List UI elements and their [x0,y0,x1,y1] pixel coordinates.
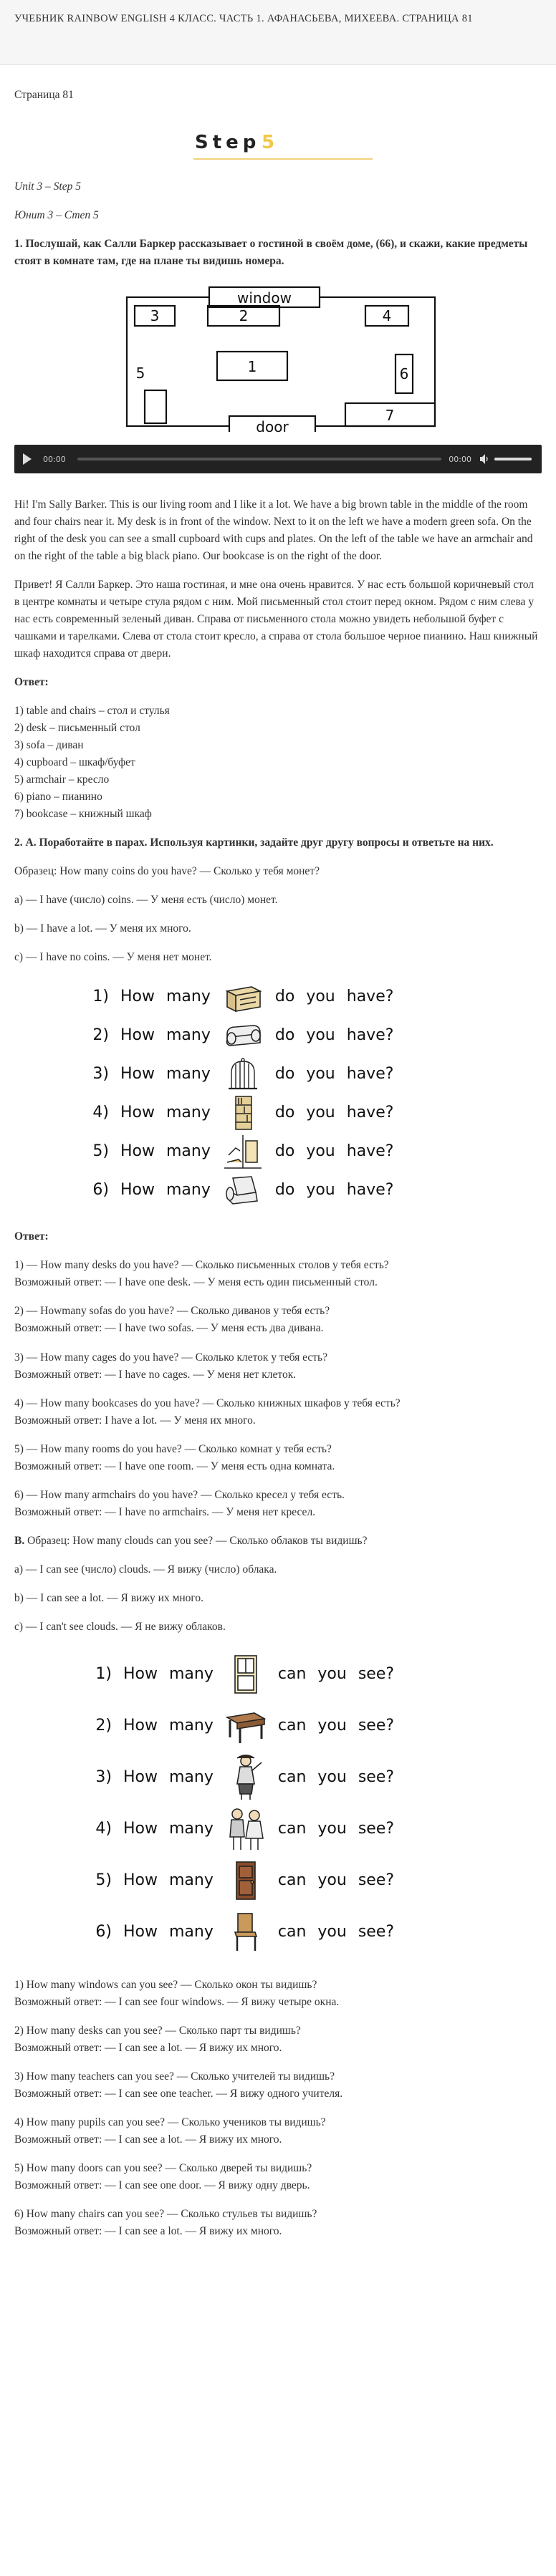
room-icon [221,1134,265,1169]
audio-current-time: 00:00 [43,455,66,465]
answer-pair [14,2068,542,2103]
row-word: you [306,1104,335,1122]
row-word: have? [346,1065,394,1084]
answer-pair [14,2160,542,2194]
step-number: 5 [262,132,275,154]
task2a-title: 2. А. Поработайте в парах. Используя картинки, задайте друг другу вопросы и ответьте на них. [14,836,494,849]
picture-row [66,1132,542,1171]
row-word: How [120,1104,155,1122]
row-word: you [317,1871,347,1889]
answer-text: Возможный ответ: I have a lot. — У меня их много. [14,1414,256,1427]
row-word: you [317,1664,347,1683]
row-word: How [123,1871,158,1889]
row-word: you [317,1767,347,1786]
room-plan-image [14,281,556,432]
plan-label-4: 4 [382,307,392,325]
task1-answer-list [14,703,542,823]
step-underline [193,158,373,160]
row-number: 6) [95,1922,112,1941]
answer-text: Возможный ответ: — I have no armchairs. — У меня нет кресел. [14,1505,316,1518]
answer-text: Возможный ответ: — I can see a lot. — Я вижу их много. [14,2133,282,2146]
volume-slider[interactable] [494,458,532,460]
row-word: you [306,1142,335,1161]
door-icon [224,1859,268,1902]
row-word: How [120,1181,155,1200]
row-word: can [277,1819,307,1838]
plan-label-6: 6 [399,365,409,383]
row-word: many [169,1871,214,1889]
list-item: 5) armchair – кресло [14,773,110,786]
article-content [0,87,556,2240]
plan-box-5 [145,390,166,423]
row-word: have? [346,1104,394,1122]
row-word: many [169,1767,214,1786]
picture-row [69,1855,542,1906]
answer-pair [14,2022,542,2057]
picture-row [66,1094,542,1132]
task2b-sample: Образец: How many clouds can you see? — Сколько облаков ты видишь? [27,1534,368,1547]
answer-pair [14,1349,542,1384]
row-word: see? [358,1716,395,1735]
row-word: do [274,1181,295,1200]
row-word: have? [346,988,394,1006]
task2b-line-b: b) — I can see a lot. — Я вижу их много. [14,1591,204,1604]
row-word: do [274,1065,295,1084]
plan-label-1: 1 [247,358,257,376]
row-number: 3) [95,1767,112,1786]
task2b-line-c: c) — I can't see clouds. — Я не вижу облаков. [14,1620,226,1633]
row-number: 1) [95,1664,112,1683]
row-number: 4) [95,1819,112,1838]
row-word: can [277,1871,307,1889]
row-word: How [123,1664,158,1683]
task2a-line-a: a) — I have (число) coins. — У меня есть (число) монет. [14,894,278,907]
answer-text: Возможный ответ: — I can see a lot. — Я вижу их много. [14,2224,282,2237]
cage-icon [221,1057,265,1091]
desk-icon [221,980,265,1014]
picture-row [66,1055,542,1094]
answer-question: 5) — How many rooms do you have? — Сколько комнат у тебя есть? [14,1442,332,1455]
row-number: 4) [92,1104,109,1122]
task1-answer-label: Ответ: [14,676,49,689]
row-word: many [166,1104,211,1122]
answer-pair [14,1977,542,2011]
row-word: have? [346,1026,394,1045]
row-word: many [166,1142,211,1161]
row-word: you [306,1026,335,1045]
row-word: see? [358,1871,395,1889]
row-word: do [274,1142,295,1161]
answer-question: 2) — Howmany sofas do you have? — Сколько диванов у тебя есть? [14,1305,330,1318]
answer-pair [14,1303,542,1337]
audio-total-time: 00:00 [449,455,471,465]
step-word: Step [195,132,261,154]
unit-en: Unit 3 – Step 5 [14,180,81,193]
row-word: you [306,988,335,1006]
window-icon [224,1653,268,1696]
answer-pair [14,2114,542,2148]
row-word: How [123,1767,158,1786]
row-number: 2) [92,1026,109,1045]
bookcase-icon [221,1096,265,1130]
step-banner [14,128,542,178]
task2b-sample-line [14,1533,542,1550]
page-title: УЧЕБНИК RAINBOW ENGLISH 4 КЛАСС. ЧАСТЬ 1. АФАНАСЬЕВА, МИХЕЕВА. СТРАНИЦА 81 [14,13,473,24]
answer-question: 3) How many teachers can you see? — Сколько учителей ты видишь? [14,2070,335,2083]
page-label: Страница 81 [14,89,74,101]
task2a-sample: Образец: How many coins do you have? — Сколько у тебя монет? [14,865,320,878]
list-item: 4) cupboard – шкаф/буфет [14,756,135,769]
row-word: you [317,1716,347,1735]
audio-player [14,445,542,473]
page-header [0,0,556,65]
row-number: 6) [92,1181,109,1200]
picture-row [69,1649,542,1700]
row-word: can [277,1664,307,1683]
row-word: How [120,1065,155,1084]
row-word: How [123,1819,158,1838]
answer-text: Возможный ответ: — I can see one door. — Я вижу одну дверь. [14,2179,310,2191]
row-word: many [166,988,211,1006]
unit-ru: Юнит 3 – Степ 5 [14,209,99,222]
row-number: 2) [95,1716,112,1735]
answer-text: Возможный ответ: — I have no cages. — У меня нет клеток. [14,1368,297,1381]
answer-question: 4) — How many bookcases do you have? — Сколько книжных шкафов у тебя есть? [14,1396,401,1409]
row-word: do [274,1026,295,1045]
row-word: see? [358,1664,395,1683]
picture-row [66,978,542,1016]
row-word: can [277,1922,307,1941]
answer-text: Возможный ответ: — I have two sofas. — У меня есть два дивана. [14,1322,324,1335]
task2b-prefix: B. [14,1534,25,1547]
answer-question: 4) How many pupils can you see? — Сколько учеников ты видишь? [14,2116,326,2128]
row-word: you [306,1065,335,1084]
row-word: do [274,1104,295,1122]
picture-row [69,1906,542,1958]
plan-label-2: 2 [239,307,249,325]
task2a-line-c: c) — I have no coins. — У меня нет монет. [14,951,212,964]
row-word: can [277,1716,307,1735]
row-word: you [306,1181,335,1200]
picture-row [66,1171,542,1210]
chair-icon [224,1911,268,1954]
picture-row [66,1016,542,1055]
answer-pair [14,1441,542,1475]
task2a-line-b: b) — I have a lot. — У меня их много. [14,922,191,935]
row-word: How [120,988,155,1006]
task2b-picture-table [69,1649,542,1958]
row-word: see? [358,1767,395,1786]
row-word: you [317,1819,347,1838]
task1-text-ru: Привет! Я Салли Баркер. Это наша гостиная, и мне она очень нравится. У нас есть большой коричневый стол в центре комнаты и четыре стула рядом с ним. Мой письменный стол стоит перед окном. Рядом с ним слева у нас есть современный зеленый диван. Справа от письменного стола можно увидеть небольшой буфет с чашками и тарелками. Слева от стола стоит кресло, а справа от стола большое черное пианино. Наш книжный шкаф находится справа от двери. [14,579,538,660]
pupils-icon [224,1805,268,1853]
row-word: many [166,1065,211,1084]
row-word: see? [358,1922,395,1941]
task1-title: 1. Послушай, как Салли Баркер рассказывает о гостиной в своём доме, (66), и скажи, какие предметы стоят в комнате там, где на плане ты видишь номера. [14,238,528,268]
plan-label-3: 3 [150,307,160,325]
answer-question: 2) How many desks can you see? — Сколько парт ты видишь? [14,2024,301,2037]
answer-question: 1) — How many desks do you have? — Сколько письменных столов у тебя есть? [14,1259,389,1272]
answer-question: 1) How many windows can you see? — Сколько окон ты видишь? [14,1978,317,1991]
row-word: do [274,988,295,1006]
armchair-icon [221,1173,265,1207]
room-plan [14,281,542,432]
task2b-line-a: a) — I can see (число) clouds. — Я вижу (число) облака. [14,1563,277,1576]
answer-pair [14,2206,542,2240]
list-item: 2) desk – письменный стол [14,722,140,735]
answer-pair [14,1487,542,1521]
row-number: 1) [92,988,109,1006]
row-word: see? [358,1819,395,1838]
plan-label-5: 5 [135,365,145,382]
audio-progress-bar[interactable] [77,458,441,460]
list-item: 1) table and chairs – стол и стулья [14,705,170,718]
row-word: many [166,1026,211,1045]
row-number: 3) [92,1065,109,1084]
answer-text: Возможный ответ: — I have one room. — У меня есть одна комната. [14,1460,335,1472]
row-word: have? [346,1142,394,1161]
plan-door-label: door [256,418,289,433]
row-number: 5) [92,1142,109,1161]
row-word: can [277,1767,307,1786]
sofa-icon [221,1018,265,1053]
picture-row [69,1752,542,1803]
answer-text: Возможный ответ: — I can see a lot. — Я вижу их много. [14,2041,282,2054]
list-item: 6) piano – пианино [14,791,102,804]
row-word: How [120,1026,155,1045]
answer-pair [14,1257,542,1291]
answer-question: 6) — How many armchairs do you have? — Сколько кресел у тебя есть. [14,1488,345,1501]
list-item: 3) sofa – диван [14,739,84,752]
row-word: many [169,1819,214,1838]
task1-text-en: Hi! I'm Sally Barker. This is our living room and I like it a lot. We have a big brown table in the middle of the room and four chairs near it. My desk is in front of the window. Next to it on the left we have a modern green sofa. On the right of the desk you can see a small cupboard with cups and plates. On the left of the table we have an armchair and on the right of the table a big black piano. Our bookcase is on the right of the door. [14,498,533,563]
answer-text: Возможный ответ: — I can see four windows. — Я вижу четыре окна. [14,1995,340,2008]
answer-text: Возможный ответ: — I have one desk. — У меня есть один письменный стол. [14,1276,378,1289]
row-word: How [120,1142,155,1161]
row-word: you [317,1922,347,1941]
list-item: 7) bookcase – книжный шкаф [14,808,152,821]
answer-pair [14,1395,542,1429]
row-word: many [169,1716,214,1735]
answer-question: 6) How many chairs can you see? — Сколько стульев ты видишь? [14,2207,317,2220]
row-word: have? [346,1181,394,1200]
row-word: many [169,1922,214,1941]
answer-question: 5) How many doors can you see? — Сколько дверей ты видишь? [14,2161,312,2174]
picture-row [69,1700,542,1752]
row-word: How [123,1922,158,1941]
row-number: 5) [95,1871,112,1889]
row-word: many [166,1181,211,1200]
picture-row [69,1803,542,1855]
task2a-answer-label: Ответ: [14,1230,49,1243]
plan-window-label: window [237,289,292,307]
answer-text: Возможный ответ: — I can see one teacher. — Я вижу одного учителя. [14,2087,343,2100]
play-icon[interactable] [23,453,32,465]
school-desk-icon [224,1704,268,1747]
volume-icon[interactable] [480,454,489,464]
row-word: How [123,1716,158,1735]
row-word: many [169,1664,214,1683]
teacher-icon [224,1754,268,1801]
task2a-picture-table [66,978,542,1210]
plan-label-7: 7 [385,407,395,425]
answer-question: 3) — How many cages do you have? — Сколько клеток у тебя есть? [14,1351,327,1364]
